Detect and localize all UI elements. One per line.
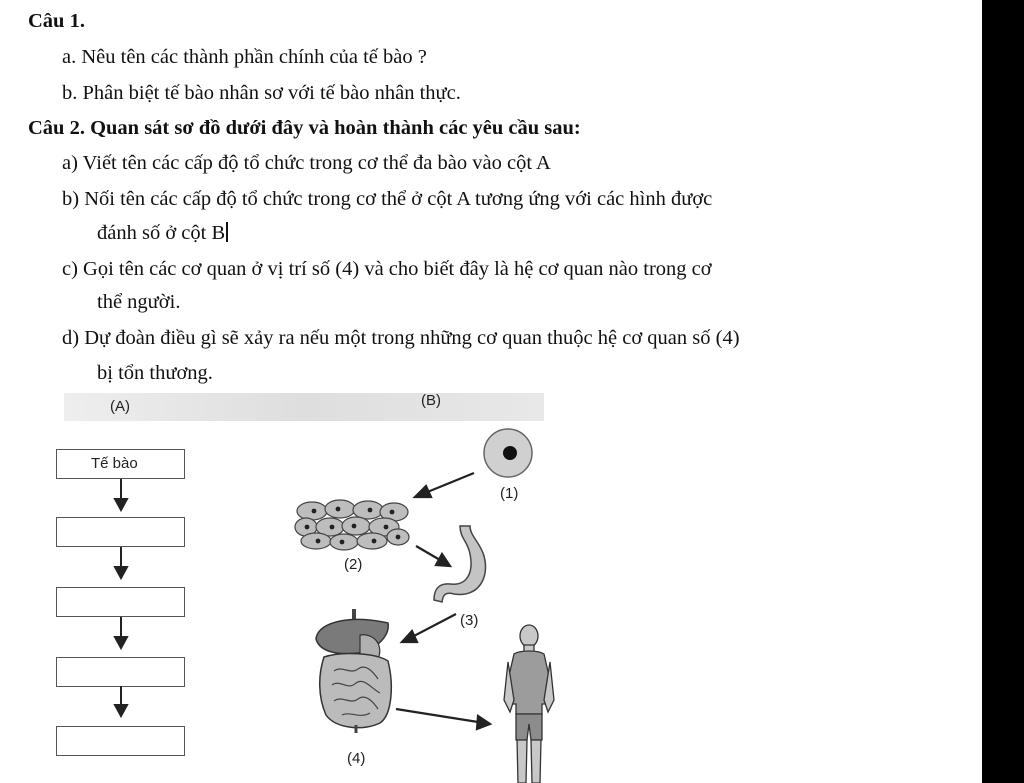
label-2: (2) <box>344 556 363 573</box>
question-2-title: Câu 2. Quan sát sơ đồ dưới đây và hoàn thành các yêu cầu sau: <box>28 117 581 139</box>
question-2c-line2: thể người. <box>97 291 181 313</box>
question-1-title: Câu 1. <box>28 10 85 32</box>
label-1: (1) <box>500 485 519 502</box>
label-3: (3) <box>460 612 479 629</box>
column-b-label: (B) <box>421 392 441 409</box>
question-1a: a. Nêu tên các thành phần chính của tế bào ? <box>62 46 427 68</box>
question-2b-line2: đánh số ở cột B <box>97 222 226 244</box>
question-2d-line1: d) Dự đoàn điều gì sẽ xảy ra nếu một trong những cơ quan thuộc hệ cơ quan số (4) <box>62 327 740 349</box>
column-a-label: (A) <box>110 398 130 415</box>
level-box-cell-label: Tế bào <box>91 455 138 472</box>
question-2c-line1: c) Gọi tên các cơ quan ở vị trí số (4) và cho biết đây là hệ cơ quan nào trong cơ <box>62 258 712 280</box>
question-1b: b. Phân biệt tế bào nhân sơ với tế bào nhân thực. <box>62 82 461 104</box>
question-2b-line1: b) Nối tên các cấp độ tổ chức trong cơ thể ở cột A tương ứng với các hình được <box>62 188 713 210</box>
label-4: (4) <box>347 750 366 767</box>
question-2d-line2: bị tổn thương. <box>97 362 213 384</box>
question-2a: a) Viết tên các cấp độ tổ chức trong cơ thể đa bào vào cột A <box>62 152 551 174</box>
